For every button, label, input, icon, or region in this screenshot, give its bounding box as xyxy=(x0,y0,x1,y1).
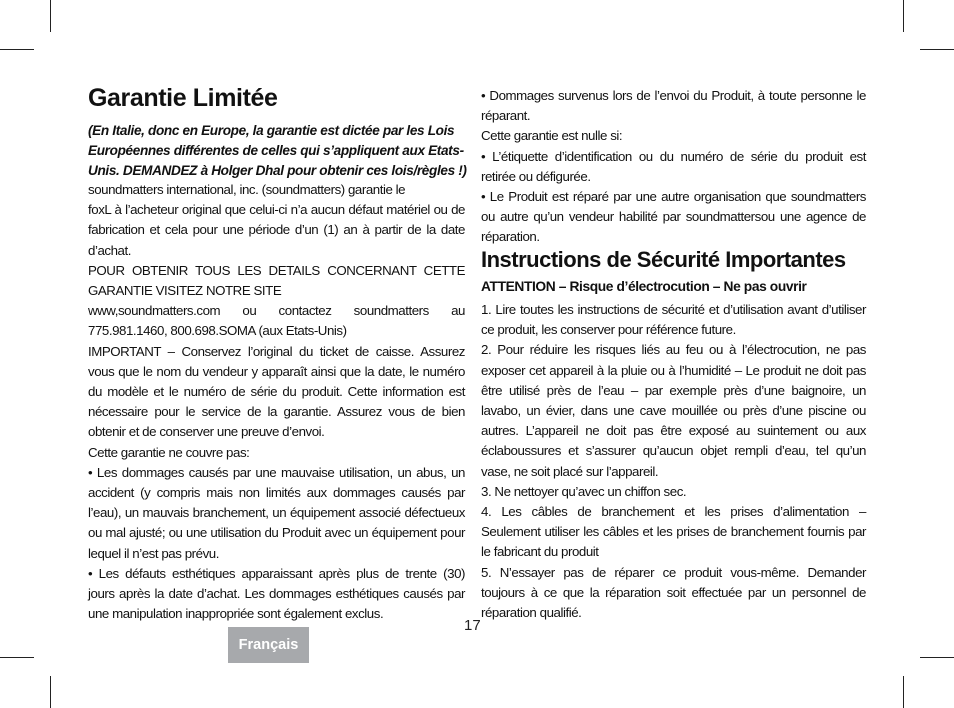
crop-mark xyxy=(903,676,904,708)
warranty-paragraph: POUR OBTENIR TOUS LES DETAILS CONCERNANT CETTE GARANTIE VISITEZ NOTRE SITE xyxy=(88,262,465,299)
crop-mark xyxy=(0,49,34,50)
safety-item: 5. N’essayer pas de réparer ce produit vous-même. Demander toujours à ce que la réparation soit effectuée par un personnel de réparation qualifié. xyxy=(481,564,866,621)
warranty-paragraph: Cette garantie est nulle si: xyxy=(481,128,623,144)
warranty-paragraph: • L’étiquette d’identification ou du numéro de série du produit est retirée ou défigurée. xyxy=(481,148,866,184)
warranty-right-column xyxy=(481,86,866,248)
warranty-paragraph: • Les défauts esthétiques apparaissant après plus de trente (30) jours après la date d’achat. Les dommages esthétiques causés par une manipulation inappropriée sont également exclus. xyxy=(88,565,465,622)
crop-mark xyxy=(903,0,904,32)
safety-item: 2. Pour réduire les risques liés au feu ou à l’électrocution, ne pas exposer cet appareil à la pluie ou à l’humidité – Le produit ne doit pas être utilisé près de l’eau – par exemple près d’une baignoire, un lavabo, un évier, dans une cave mouillée ou près d’une piscine ou autres. L’appareil ne doit pas être exposé au suintement ou aux éclaboussures et s’assurer qu’aucun objet rempli d’eau, tel qu’un vase, ne soit placé sur l’appareil. xyxy=(481,342,866,479)
page-number: 17 xyxy=(464,617,481,634)
safety-section-title: Instructions de Sécurité Importantes xyxy=(481,247,846,272)
safety-instructions xyxy=(481,300,866,623)
warranty-left-column xyxy=(88,180,465,624)
crop-mark xyxy=(920,49,954,50)
crop-mark xyxy=(920,657,954,658)
warranty-subtitle: (En Italie, donc en Europe, la garantie est dictée par les Lois Européennes différentes de celles qui s’appliquent aux Etats-Unis. DEMANDEZ à Holger Dhal pour obtenir ces lois/règles !) xyxy=(88,123,467,178)
safety-item: 4. Les câbles de branchement et les prises d’alimentation – Seulement utiliser les câbles et les prises de branchement fournis par le fabricant du produit xyxy=(481,504,866,560)
warranty-paragraph: soundmatters international, inc. (soundmatters) garantie le xyxy=(88,182,406,197)
warranty-paragraph: foxL à l’acheteur original que celui-ci n’a aucun défaut matériel ou de fabrication et cela pour une période d’un (1) an à partir de la date d’achat. xyxy=(88,202,465,258)
safety-item: 1. Lire toutes les instructions de sécurité et d’utilisation avant d’utiliser ce produit, les conserver pour référence future. xyxy=(481,302,866,338)
warranty-paragraph: Cette garantie ne couvre pas: xyxy=(88,444,250,460)
crop-mark xyxy=(50,0,51,32)
warranty-paragraph: www,soundmatters.com ou contactez soundmatters au 775.981.1460, 800.698.SOMA (aux Etats-Unis) xyxy=(88,303,465,339)
attention-warning: ATTENTION – Risque d’électrocution – Ne pas ouvrir xyxy=(481,279,807,294)
warranty-paragraph: • Dommages survenus lors de l’envoi du Produit, à toute personne le réparant. xyxy=(481,88,866,124)
language-tab: Français xyxy=(228,627,309,663)
warranty-paragraph: IMPORTANT – Conservez l’original du ticket de caisse. Assurez vous que le nom du vendeur y apparaît ainsi que la date, le numéro du modèle et le numéro de série du produit. Cette information est nécessaire pour le service de la garantie. Assurez vous de bien obtenir et de conserver une preuve d’envoi. xyxy=(88,343,465,440)
crop-mark xyxy=(0,657,34,658)
safety-item: 3. Ne nettoyer qu’avec un chiffon sec. xyxy=(481,483,687,499)
warranty-paragraph: • Le Produit est réparé par une autre organisation que soundmatters ou autre qu’un vendeur habilité par soundmattersou une agence de réparation. xyxy=(481,189,866,245)
warranty-paragraph: • Les dommages causés par une mauvaise utilisation, un abus, un accident (y compris mais non limités aux dommages causés par l’eau), un mauvais branchement, un équipement associé défectueux ou mal ajusté; ou une utilisation du Produit avec un équipement pour lequel il n’est pas prévu. xyxy=(88,464,465,561)
crop-mark xyxy=(50,676,51,708)
page-title: Garantie Limitée xyxy=(88,84,278,112)
